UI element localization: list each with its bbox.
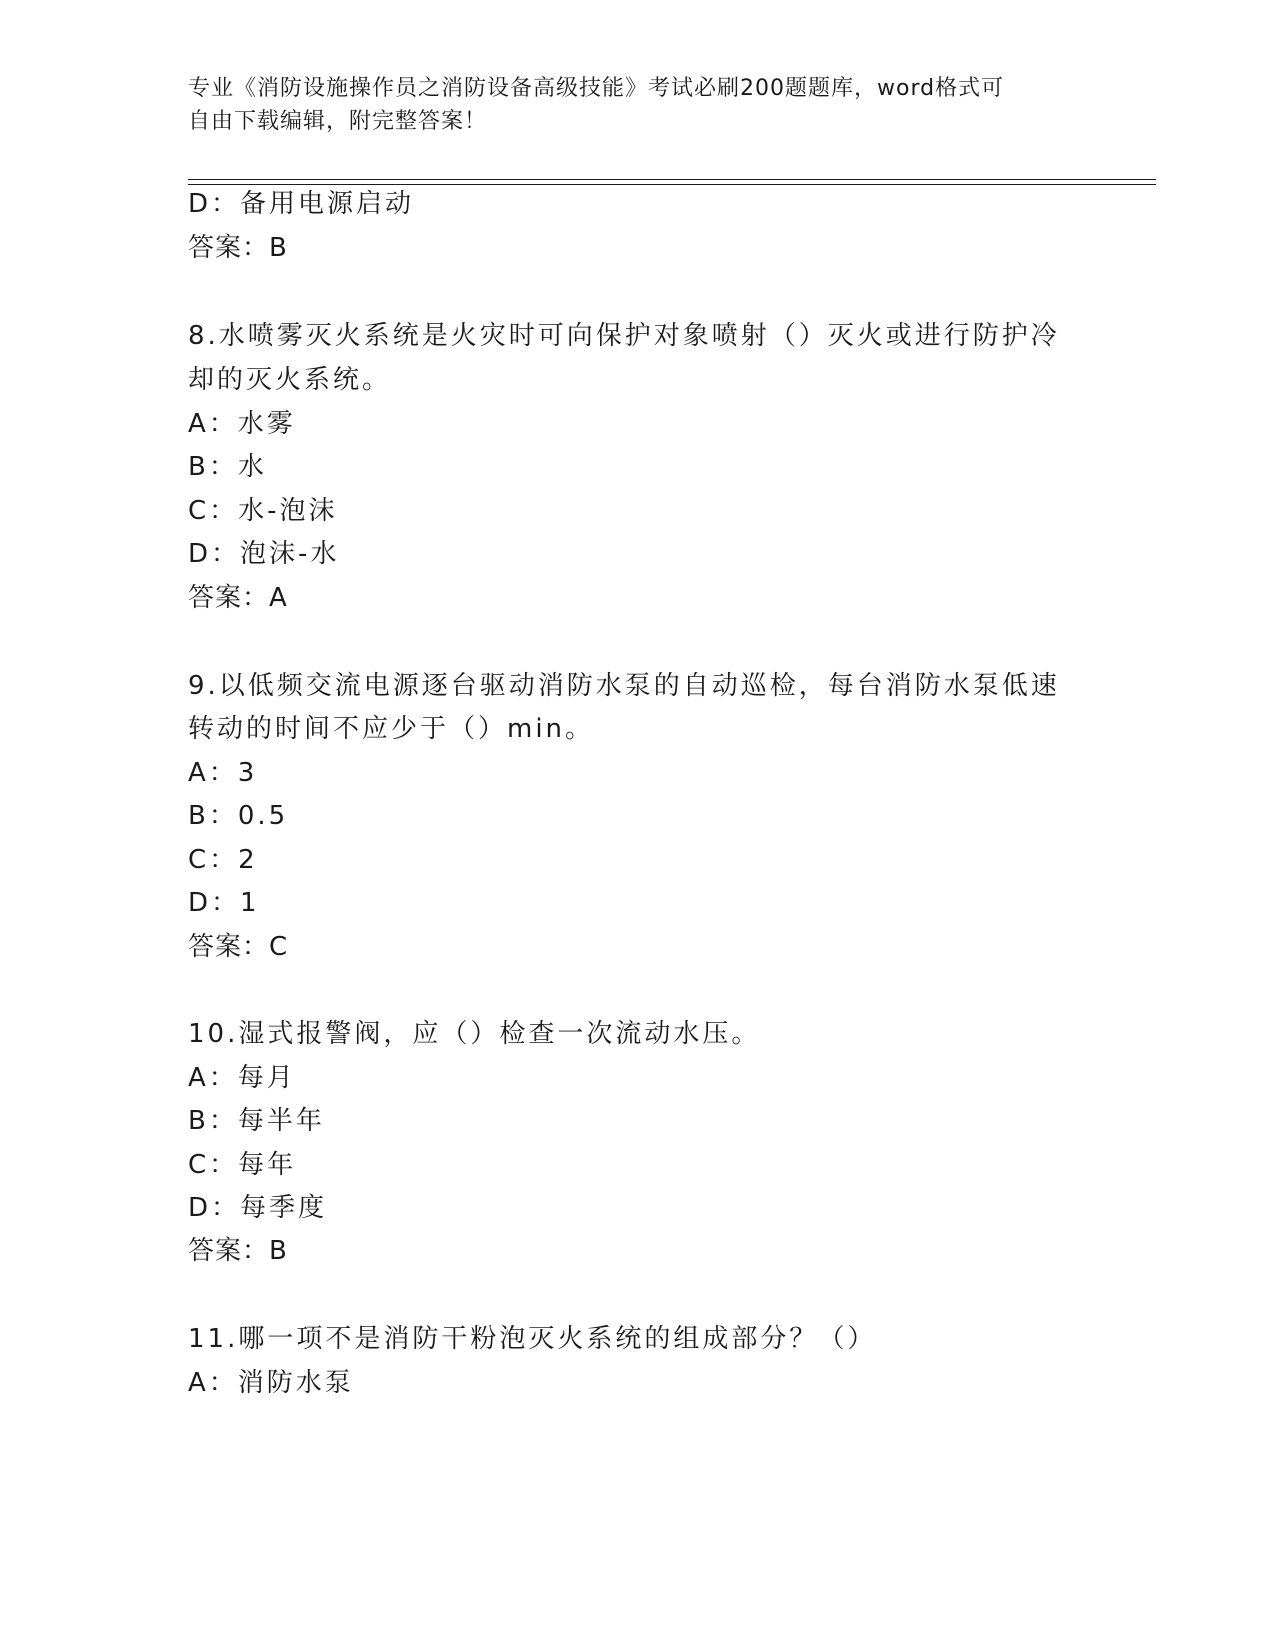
question-8-option-b: B：水 [188, 452, 267, 482]
question-8-option-c: C：水-泡沫 [188, 496, 338, 526]
header-divider-bottom [188, 184, 1156, 185]
question-10-answer: 答案：B [188, 1236, 288, 1266]
question-9-option-b: B：0.5 [188, 801, 289, 831]
question-10-option-c: C：每年 [188, 1150, 297, 1180]
question-10-option-a: A：每月 [188, 1063, 296, 1093]
question-8-option-d: D：泡沫-水 [188, 539, 340, 569]
question-9-stem-line-2: 转动的时间不应少于（）min。 [188, 714, 595, 744]
question-8-answer: 答案：A [188, 583, 288, 613]
question-9-answer: 答案：C [188, 932, 289, 962]
question-10-option-b: B：每半年 [188, 1106, 325, 1136]
question-9-option-d: D：1 [188, 888, 260, 918]
question-9-stem-line-1: 9.以低频交流电源逐台驱动消防水泵的自动巡检，每台消防水泵低速 [188, 671, 1060, 701]
prev-answer: 答案：B [188, 233, 288, 263]
header-line-1: 专业《消防设施操作员之消防设备高级技能》考试必刷200题题库，word格式可 [188, 76, 1005, 101]
question-10-option-d: D：每季度 [188, 1193, 328, 1223]
question-11-stem-line-1: 11.哪一项不是消防干粉泡灭火系统的组成部分？（） [188, 1324, 877, 1354]
question-8-stem-line-2: 却的灭火系统。 [188, 365, 392, 395]
prev-option-d: D：备用电源启动 [188, 189, 415, 219]
question-8-stem-line-1: 8.水喷雾灭火系统是火灾时可向保护对象喷射（）灭火或进行防护冷 [188, 321, 1060, 351]
question-8-option-a: A：水雾 [188, 409, 296, 439]
question-11-option-a: A：消防水泵 [188, 1368, 354, 1398]
question-10-stem-line-1: 10.湿式报警阀，应（）检查一次流动水压。 [188, 1019, 761, 1049]
question-9-option-c: C：2 [188, 845, 258, 875]
question-9-option-a: A：3 [188, 758, 258, 788]
header-divider-top [188, 179, 1156, 180]
header-line-2: 自由下载编辑，附完整答案！ [188, 109, 488, 134]
document-header [188, 72, 1068, 138]
